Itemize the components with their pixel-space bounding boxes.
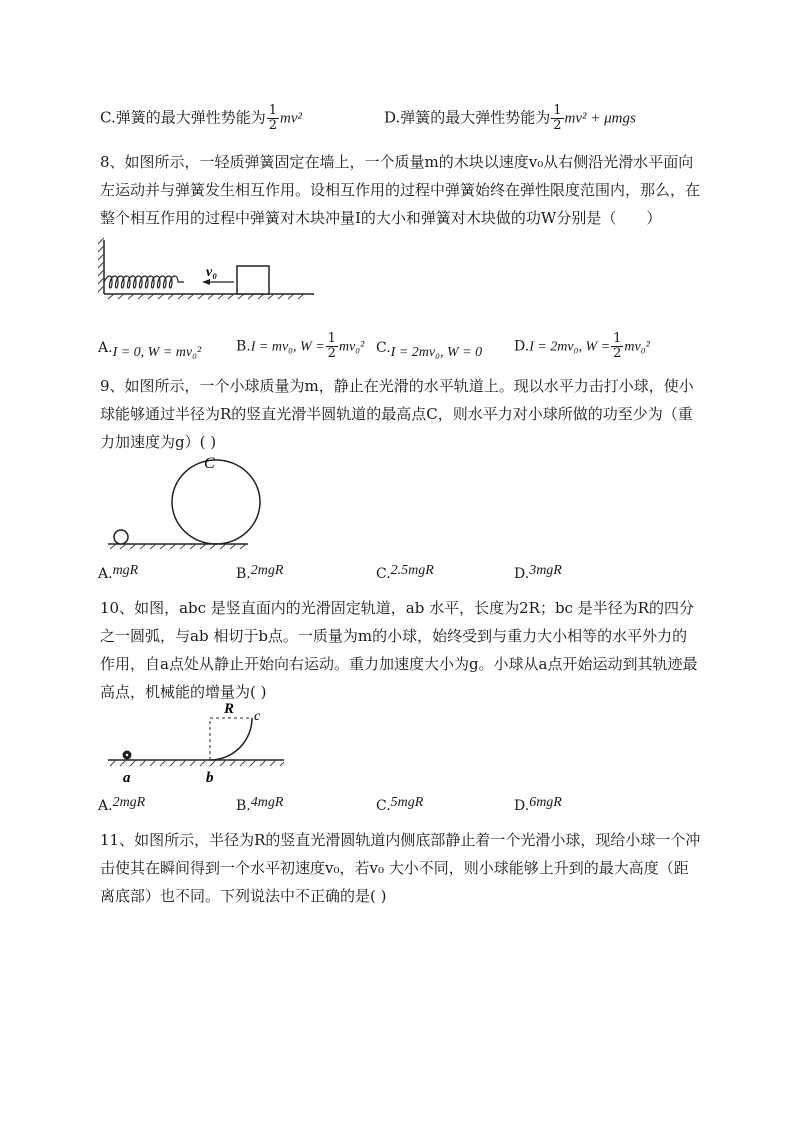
q9-option-b-label: B. [236,566,251,582]
question-10-text: 10、如图，abc 是竖直面内的光滑固定轨道，ab 水平，长度为2R；bc 是半径为R的四分之一圆弧，与ab 相切于b点。一质量为m的小球，始终受到与重力大小相等的水平外力的作用，自a点处从静止开始向右运动。重力加速度大小为g。小球从a点开始运动到其轨迹最高点，机械能的增量为( ) [100,599,698,701]
q7-option-d-fraction [551,104,563,133]
q9-option-a[interactable] [98,563,139,583]
q9-option-b-math: 2mgR [250,563,284,578]
q8-option-b[interactable] [236,332,364,361]
q10-option-a-math: 2mgR [112,795,146,810]
q7-option-c [100,104,302,133]
q10-point-c-label: c [254,709,261,724]
q10-quarter-arc-track-figure [108,700,288,792]
q10-option-b-label: B. [236,798,251,814]
fraction-denominator: 2 [327,346,336,361]
wood-block [237,266,269,294]
question-9-text: 9、如图所示，一个小球质量为m，静止在光滑的水平轨道上。现以水平力击打小球，使小球能够通过半径为R的竖直光滑半圆轨道的最高点C，则水平力对小球所做的功至少为（重力加速度为g）( ) [100,377,694,451]
fraction-numerator: 1 [268,103,277,118]
q10-radius-label: R [224,701,235,717]
q9-option-a-label: A. [98,566,113,582]
semicircle-track [216,460,260,544]
q8-option-d-fraction [611,332,623,361]
q10-option-d-math: 6mgR [529,795,562,810]
q10-point-a-label: a [123,770,131,786]
q10-option-d-label: D. [514,798,530,814]
q9-option-d-label: D. [514,566,530,582]
q9-option-d[interactable] [514,563,562,583]
fraction-numerator: 1 [327,331,336,346]
q9-option-c-label: C. [376,566,391,582]
q7-option-d-math: mv² + μmgs [564,110,636,127]
q10-option-c-math: 5mgR [390,795,424,810]
q10-option-b[interactable] [236,795,284,815]
q9-option-b[interactable] [236,563,284,583]
q9-option-c[interactable] [376,563,434,583]
q8-option-a-label: A. [98,340,113,356]
q8-option-b-math: I = mv₀, W = [250,339,325,355]
q8-spring-block-figure [98,236,318,300]
spring-coil [104,276,184,288]
q8-option-d[interactable] [514,332,650,361]
q8-option-a-math: I = 0, W = mv₀² [112,345,202,360]
q8-option-c-label: C. [376,340,391,356]
q10-option-a[interactable] [98,795,146,815]
q10-option-d[interactable] [514,795,562,815]
question-8-text: 8、如图所示，一轻质弹簧固定在墙上，一个质量m的木块以速度v₀从右侧沿光滑水平面向左运动并与弹簧发生相互作用。设相互作用的过程中弹簧始终在弹性限度范围内，那么，在整个相互作用的过程中弹簧对木块冲量I的大小和弹簧对木块做的功W分别是（ ） [100,153,701,227]
fraction-numerator: 1 [553,103,562,118]
fraction-denominator: 2 [613,346,622,361]
q9-semicircle-track-figure [108,448,278,552]
q9-point-c-label: C [204,455,215,472]
q7-option-c-math: mv² [280,110,302,127]
question-11-text: 11、如图所示，半径为R的竖直光滑圆轨道内侧底部静止着一个光滑小球，现给小球一个冲击使其在瞬间得到一个水平初速度v₀，若v₀ 大小不同，则小球能够上升到的最大高度（距离底部）也不同。下列说法中不正确的是( ) [100,831,701,905]
q9-option-c-math: 2.5mgR [390,563,434,578]
fraction-denominator: 2 [553,118,562,133]
q8-option-b-fraction [326,332,338,361]
fraction-numerator: 1 [613,331,622,346]
q9-option-a-math: mgR [112,563,139,578]
quarter-arc-track [210,718,252,760]
q8-option-d-math-tail: mv₀² [624,339,650,355]
q10-option-c-label: C. [376,798,391,814]
q7-option-d [384,104,636,133]
q8-option-a[interactable] [98,340,202,360]
q8-option-d-math: I = 2mv₀, W = [529,339,611,355]
q8-option-b-label: B. [236,338,251,355]
q8-velocity-label: v₀ [206,265,218,280]
q10-option-b-math: 4mgR [250,795,284,810]
q8-option-b-math-tail: mv₀² [338,339,365,355]
q10-point-b-label: b [206,770,214,786]
q10-option-c[interactable] [376,795,424,815]
q7-option-c-fraction [267,104,279,133]
q8-option-c-math: I = 2mv₀, W = 0 [390,345,483,360]
q7-option-d-text: D.弹簧的最大弹性势能为 [384,108,551,127]
q8-option-c[interactable] [376,340,483,360]
q9-option-d-math: 3mgR [529,563,562,578]
q7-option-c-text: C.弹簧的最大弹性势能为 [100,108,266,127]
q8-option-d-label: D. [514,338,530,355]
fraction-denominator: 2 [268,118,277,133]
small-ball [114,530,128,544]
q10-option-a-label: A. [98,798,113,814]
